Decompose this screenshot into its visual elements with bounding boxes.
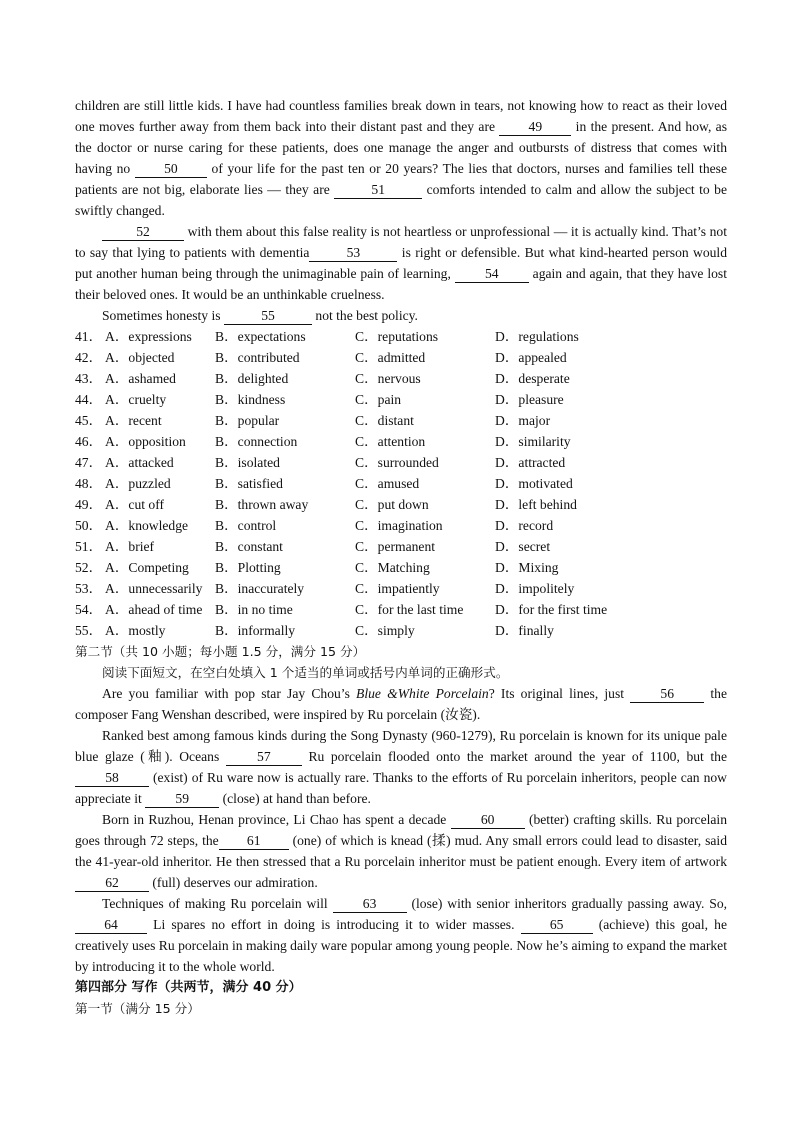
text: Techniques of making Ru porcelain will: [102, 896, 328, 911]
text: (one) of which is knead (揉) mud. Any small errors could lead to disaster, said the 41-year-old inheritor. He then stressed that a Ru porcelain inheritor must be patient enough. Every item of artwork: [75, 833, 727, 869]
question-number: 48．: [75, 476, 103, 491]
option-b[interactable]: B．popular: [215, 413, 280, 428]
question-number: 42．: [75, 350, 103, 365]
section2-paragraph-2: [75, 725, 727, 809]
blank-56[interactable]: 56: [630, 686, 704, 703]
text: Are you familiar with pop star Jay Chou’s: [102, 686, 350, 701]
section2-instruction: 阅读下面短文，在空白处填入 1 个适当的单词或括号内单词的正确形式。: [102, 665, 509, 680]
options-list: [75, 326, 727, 641]
question-number: 43．: [75, 371, 103, 386]
option-c[interactable]: C．imagination: [355, 518, 443, 533]
option-b[interactable]: B．delighted: [215, 371, 289, 386]
option-row: [75, 347, 727, 368]
passage1-paragraph-1: [75, 95, 727, 221]
exam-page: [75, 95, 727, 1019]
option-c[interactable]: C．surrounded: [355, 455, 439, 470]
section2-header: 第二节（共 10 小题；每小题 1.5 分，满分 15 分）: [75, 644, 366, 659]
option-a[interactable]: A．Competing: [105, 560, 189, 575]
text: not the best policy.: [315, 308, 418, 323]
option-a[interactable]: A．attacked: [105, 455, 174, 470]
blank-51[interactable]: 51: [334, 182, 422, 199]
question-number: 54．: [75, 602, 103, 617]
text: children are still little kids. I have had countless families break down in tears, not knowing how to react as their loved one moves further away from them back into their distant past and they are: [75, 98, 727, 134]
option-d[interactable]: D．impolitely: [495, 581, 575, 596]
question-number: 51．: [75, 539, 103, 554]
option-d[interactable]: D．similarity: [495, 434, 571, 449]
option-a[interactable]: A．opposition: [105, 434, 186, 449]
question-number: 44．: [75, 392, 103, 407]
option-a[interactable]: A．mostly: [105, 623, 166, 638]
text: (close) at hand than before.: [222, 791, 371, 806]
text: (full) deserves our admiration.: [152, 875, 318, 890]
text: Ru porcelain flooded onto the market around the year of 1100, but the: [308, 749, 728, 764]
option-a[interactable]: A．objected: [105, 350, 175, 365]
option-row: [75, 515, 727, 536]
option-d[interactable]: D．regulations: [495, 329, 579, 344]
option-row: [75, 452, 727, 473]
question-number: 50．: [75, 518, 103, 533]
option-d[interactable]: D．appealed: [495, 350, 567, 365]
option-d[interactable]: D．motivated: [495, 476, 573, 491]
option-d[interactable]: D．major: [495, 413, 551, 428]
blank-55[interactable]: 55: [224, 308, 312, 325]
option-d[interactable]: D．secret: [495, 539, 551, 554]
option-b[interactable]: B．connection: [215, 434, 298, 449]
blank-53[interactable]: 53: [309, 245, 397, 262]
passage1-paragraph-3: [75, 305, 727, 326]
part4-header: 第四部分 写作（共两节，满分 40 分）: [75, 980, 302, 995]
blank-54[interactable]: 54: [455, 266, 529, 283]
section2-paragraph-1: [75, 683, 727, 725]
option-a[interactable]: A．brief: [105, 539, 155, 554]
option-a[interactable]: A．cut off: [105, 497, 165, 512]
question-number: 45．: [75, 413, 103, 428]
option-b[interactable]: B．informally: [215, 623, 296, 638]
text: ? Its original lines, just: [488, 686, 625, 701]
question-number: 49．: [75, 497, 103, 512]
option-row: [75, 578, 727, 599]
option-b[interactable]: B．control: [215, 518, 277, 533]
option-c[interactable]: C．Matching: [355, 560, 430, 575]
text: Sometimes honesty is: [102, 308, 221, 323]
option-c[interactable]: C．attention: [355, 434, 426, 449]
text: is right or defensible. But what kind-hearted person would put another human being through the unimaginable pain of learning,: [75, 245, 728, 281]
song-title: Blue &White Porcelain: [356, 686, 489, 701]
option-b[interactable]: B．Plotting: [215, 560, 281, 575]
option-d[interactable]: D．attracted: [495, 455, 566, 470]
blank-52[interactable]: 52: [102, 224, 184, 241]
option-c[interactable]: C．pain: [355, 392, 402, 407]
blank-49[interactable]: 49: [499, 119, 571, 136]
option-c[interactable]: C．for the last time: [355, 602, 464, 617]
text: of your life for the past ten or 20 years? The lies that doctors, nurses and families tell these patients are not big, elaborate lies — they are: [75, 161, 727, 197]
question-number: 55．: [75, 623, 103, 638]
option-b[interactable]: B．contributed: [215, 350, 300, 365]
part4-subheader: 第一节（满分 15 分）: [75, 1001, 200, 1016]
option-b[interactable]: B．constant: [215, 539, 283, 554]
option-d[interactable]: D．for the first time: [495, 602, 608, 617]
option-c[interactable]: C．permanent: [355, 539, 436, 554]
text: with them about this false reality is not heartless or unprofessional — it is actually kind. That’s not to say that lying to patients with dementia: [75, 224, 728, 260]
text: (better) crafting skills. Ru porcelain goes through 72 steps, the: [75, 812, 727, 848]
blank-62[interactable]: 62: [75, 875, 149, 892]
option-row: [75, 473, 727, 494]
question-number: 41．: [75, 329, 103, 344]
blank-50[interactable]: 50: [135, 161, 207, 178]
text: comforts intended to calm and allow the subject to be swiftly changed.: [75, 182, 727, 218]
option-d[interactable]: D．finally: [495, 623, 554, 638]
blank-59[interactable]: 59: [145, 791, 219, 808]
option-row: [75, 368, 727, 389]
option-c[interactable]: C．admitted: [355, 350, 426, 365]
option-row: [75, 389, 727, 410]
option-d[interactable]: D．left behind: [495, 497, 577, 512]
option-a[interactable]: A．recent: [105, 413, 162, 428]
option-row: [75, 326, 727, 347]
blank-58[interactable]: 58: [75, 770, 149, 787]
option-c[interactable]: C．nervous: [355, 371, 421, 386]
text: the composer Fang Wenshan described, were inspired by Ru porcelain (汝瓷).: [75, 686, 728, 722]
option-row: [75, 536, 727, 557]
option-d[interactable]: D．desperate: [495, 371, 570, 386]
option-d[interactable]: D．record: [495, 518, 554, 533]
option-row: [75, 494, 727, 515]
blank-61[interactable]: 61: [219, 833, 289, 850]
text: (lose) with senior inheritors gradually passing away. So,: [411, 896, 728, 911]
blank-60[interactable]: 60: [451, 812, 525, 829]
option-c[interactable]: C．distant: [355, 413, 414, 428]
question-number: 52．: [75, 560, 103, 575]
option-a[interactable]: A．ashamed: [105, 371, 176, 386]
option-a[interactable]: A．puzzled: [105, 476, 171, 491]
option-b[interactable]: B．in no time: [215, 602, 293, 617]
text: Li spares no effort in doing is introducing it to wider masses.: [153, 917, 515, 932]
section2-paragraph-4: [75, 893, 727, 977]
option-row: [75, 557, 727, 578]
text: Born in Ruzhou, Henan province, Li Chao has spent a decade: [102, 812, 447, 827]
question-number: 46．: [75, 434, 103, 449]
option-row: [75, 431, 727, 452]
option-c[interactable]: C．put down: [355, 497, 429, 512]
option-a[interactable]: A．expressions: [105, 329, 192, 344]
passage1-paragraph-2: [75, 221, 727, 305]
option-a[interactable]: A．cruelty: [105, 392, 167, 407]
blank-65[interactable]: 65: [521, 917, 593, 934]
text: in the present. And how, as the doctor or nurse caring for these patients, does one manage the anger and outbursts of distress that comes with having no: [75, 119, 728, 176]
text: Ranked best among famous kinds during the Song Dynasty (960-1279), Ru porcelain is known for its unique pale blue glaze (釉). Oceans: [75, 728, 727, 764]
text: (achieve) this goal, he creatively uses Ru porcelain in making daily ware popular among young people. Now he’s aiming to expand the market by introducing it to the whole world.: [75, 917, 727, 974]
option-b[interactable]: B．kindness: [215, 392, 286, 407]
option-b[interactable]: B．inaccurately: [215, 581, 305, 596]
text: again and again, that they have lost their beloved ones. It would be an unthinkable cruelness.: [75, 266, 727, 302]
option-c[interactable]: C．reputations: [355, 329, 439, 344]
option-c[interactable]: C．simply: [355, 623, 415, 638]
section2-paragraph-3: [75, 809, 727, 893]
option-c[interactable]: C．amused: [355, 476, 420, 491]
blank-63[interactable]: 63: [333, 896, 407, 913]
question-number: 47．: [75, 455, 103, 470]
option-a[interactable]: A．unnecessarily: [105, 581, 203, 596]
option-row: [75, 620, 727, 641]
blank-57[interactable]: 57: [226, 749, 302, 766]
option-c[interactable]: C．impatiently: [355, 581, 440, 596]
option-b[interactable]: B．expectations: [215, 329, 306, 344]
option-row: [75, 599, 727, 620]
option-b[interactable]: B．isolated: [215, 455, 280, 470]
option-row: [75, 410, 727, 431]
option-d[interactable]: D．Mixing: [495, 560, 559, 575]
option-b[interactable]: B．thrown away: [215, 497, 309, 512]
option-d[interactable]: D．pleasure: [495, 392, 564, 407]
question-number: 53．: [75, 581, 103, 596]
blank-64[interactable]: 64: [75, 917, 147, 934]
option-a[interactable]: A．ahead of time: [105, 602, 203, 617]
text: (exist) of Ru ware now is actually rare. Thanks to the efforts of Ru porcelain inheritors, people can now appreciate it: [75, 770, 727, 806]
option-b[interactable]: B．satisfied: [215, 476, 283, 491]
option-a[interactable]: A．knowledge: [105, 518, 189, 533]
